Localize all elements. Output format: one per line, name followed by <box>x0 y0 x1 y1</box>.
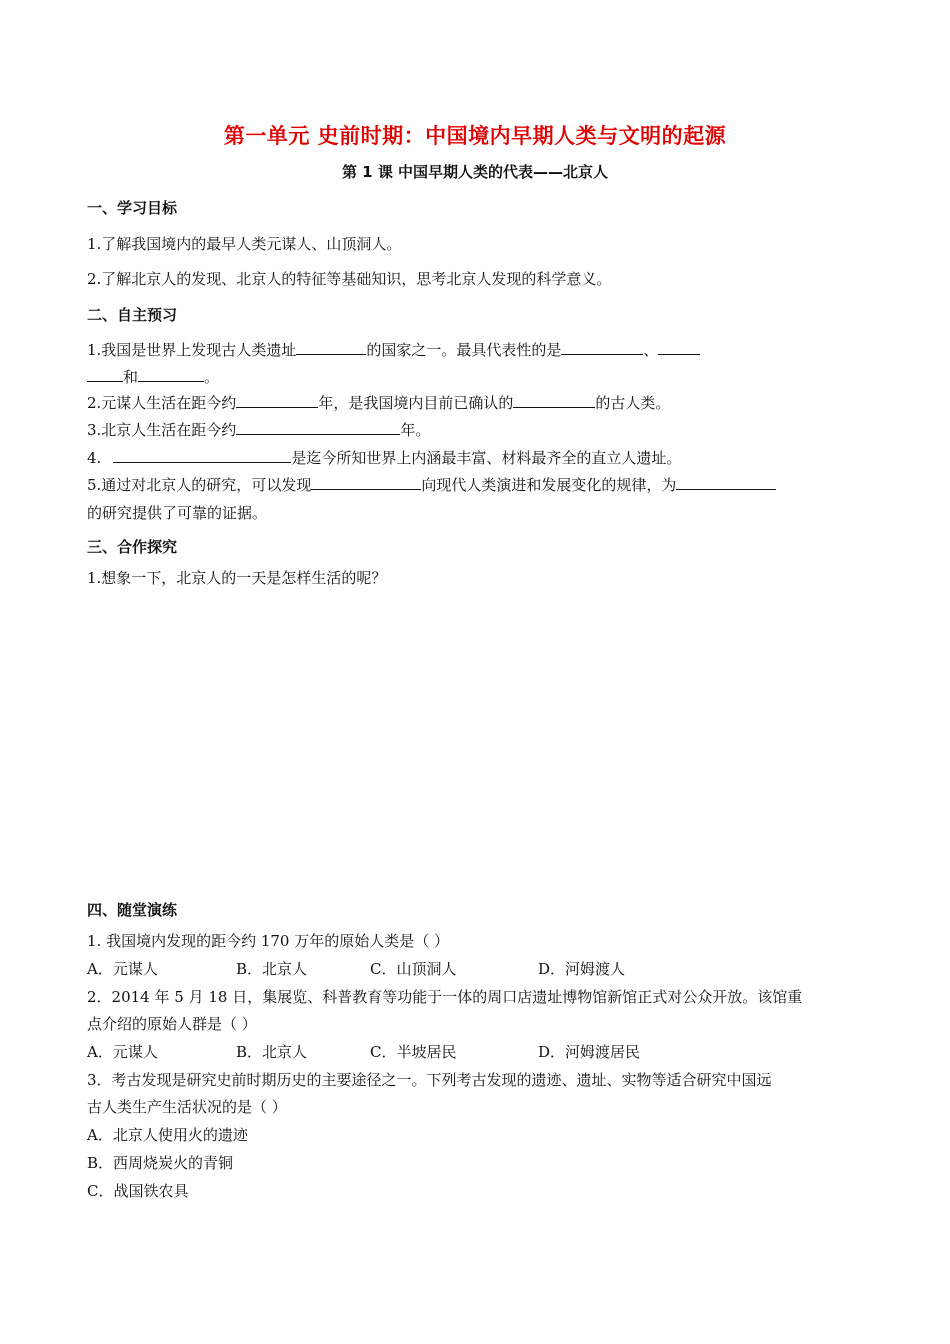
q1-text-e: 。 <box>204 368 220 386</box>
practice-question-3-line-2: 古人类生产生活状况的是（ ） <box>87 1098 287 1116</box>
answer-blank[interactable] <box>561 340 643 355</box>
cooperate-question-1: 1.想象一下，北京人的一天是怎样生活的呢？ <box>87 569 387 587</box>
answer-blank[interactable] <box>87 367 123 382</box>
q2-text-b: 年，是我国境内目前已确认的 <box>318 394 514 412</box>
q1-text-a: 1.我国是世界上发现古人类遗址 <box>87 341 297 359</box>
q2-text-a: 2.元谋人生活在距今约 <box>87 394 237 412</box>
q3-option-b[interactable]: B．西周烧炭火的青铜 <box>87 1154 234 1172</box>
q1-text-d: 和 <box>123 368 139 386</box>
q5-text-a: 5.通过对北京人的研究，可以发现 <box>87 476 312 494</box>
q2-option-a[interactable]: A．元谋人 <box>87 1043 158 1061</box>
q2-option-b[interactable]: B．北京人 <box>236 1043 308 1061</box>
preview-question-3 <box>87 419 430 440</box>
practice-question-1: 1. 我国境内发现的距今约 170 万年的原始人类是（ ） <box>87 932 450 950</box>
q3-text-b: 年。 <box>400 421 431 439</box>
q1-option-d[interactable]: D．河姆渡人 <box>538 960 626 978</box>
q2-option-c[interactable]: C．半坡居民 <box>370 1043 457 1061</box>
q3-text-a: 3.北京人生活在距今约 <box>87 421 237 439</box>
practice-heading: 四、随堂演练 <box>87 901 178 919</box>
q1-option-b[interactable]: B．北京人 <box>236 960 308 978</box>
answer-blank[interactable] <box>296 340 366 355</box>
answer-blank[interactable] <box>138 367 204 382</box>
preview-heading: 二、自主预习 <box>87 306 178 324</box>
answer-blank[interactable] <box>676 475 776 490</box>
answer-blank[interactable] <box>236 420 400 435</box>
q2-text-c: 的古人类。 <box>595 394 671 412</box>
answer-blank[interactable] <box>113 448 291 463</box>
answer-blank[interactable] <box>513 393 595 408</box>
q3-option-c[interactable]: C．战国铁农具 <box>87 1182 189 1200</box>
q4-text-b: 是迄今所知世界上内涵最丰富、材料最齐全的直立人遗址。 <box>291 449 682 467</box>
preview-question-5 <box>87 474 776 495</box>
q4-text-a: 4. <box>87 449 102 467</box>
unit-title: 第一单元 史前时期：中国境内早期人类与文明的起源 <box>223 124 727 148</box>
q1-text-c: 、 <box>643 341 659 359</box>
practice-question-3-line-1: 3．考古发现是研究史前时期历史的主要途径之一。下列考古发现的遗迹、遗址、实物等适合研究中国远 <box>87 1071 772 1089</box>
answer-blank[interactable] <box>658 340 700 355</box>
q1-text-b: 的国家之一。最具代表性的是 <box>366 341 562 359</box>
preview-question-1 <box>87 339 700 360</box>
preview-question-4 <box>87 447 681 468</box>
preview-question-1-cont <box>87 366 219 387</box>
q3-option-a[interactable]: A．北京人使用火的遗迹 <box>87 1126 248 1144</box>
preview-question-5-cont: 的研究提供了可靠的证据。 <box>87 504 268 522</box>
q2-option-d[interactable]: D．河姆渡居民 <box>538 1043 641 1061</box>
q1-option-a[interactable]: A．元谋人 <box>87 960 158 978</box>
practice-question-2-line-1: 2．2014 年 5 月 18 日，集展览、科普教育等功能于一体的周口店遗址博物馆新馆正式对公众开放。该馆重 <box>87 988 803 1006</box>
answer-blank[interactable] <box>236 393 318 408</box>
goals-heading: 一、学习目标 <box>87 199 178 217</box>
lesson-title: 第 1 课 中国早期人类的代表——北京人 <box>341 163 609 181</box>
q1-option-c[interactable]: C．山顶洞人 <box>370 960 457 978</box>
answer-blank[interactable] <box>311 475 421 490</box>
goal-item-2: 2.了解北京人的发现、北京人的特征等基础知识，思考北京人发现的科学意义。 <box>87 270 612 288</box>
practice-question-2-line-2: 点介绍的原始人群是（ ） <box>87 1015 257 1033</box>
goal-item-1: 1.了解我国境内的最早人类元谋人、山顶洞人。 <box>87 235 402 253</box>
preview-question-2 <box>87 392 670 413</box>
cooperate-heading: 三、合作探究 <box>87 538 178 556</box>
q5-text-b: 向现代人类演进和发展变化的规律，为 <box>421 476 677 494</box>
